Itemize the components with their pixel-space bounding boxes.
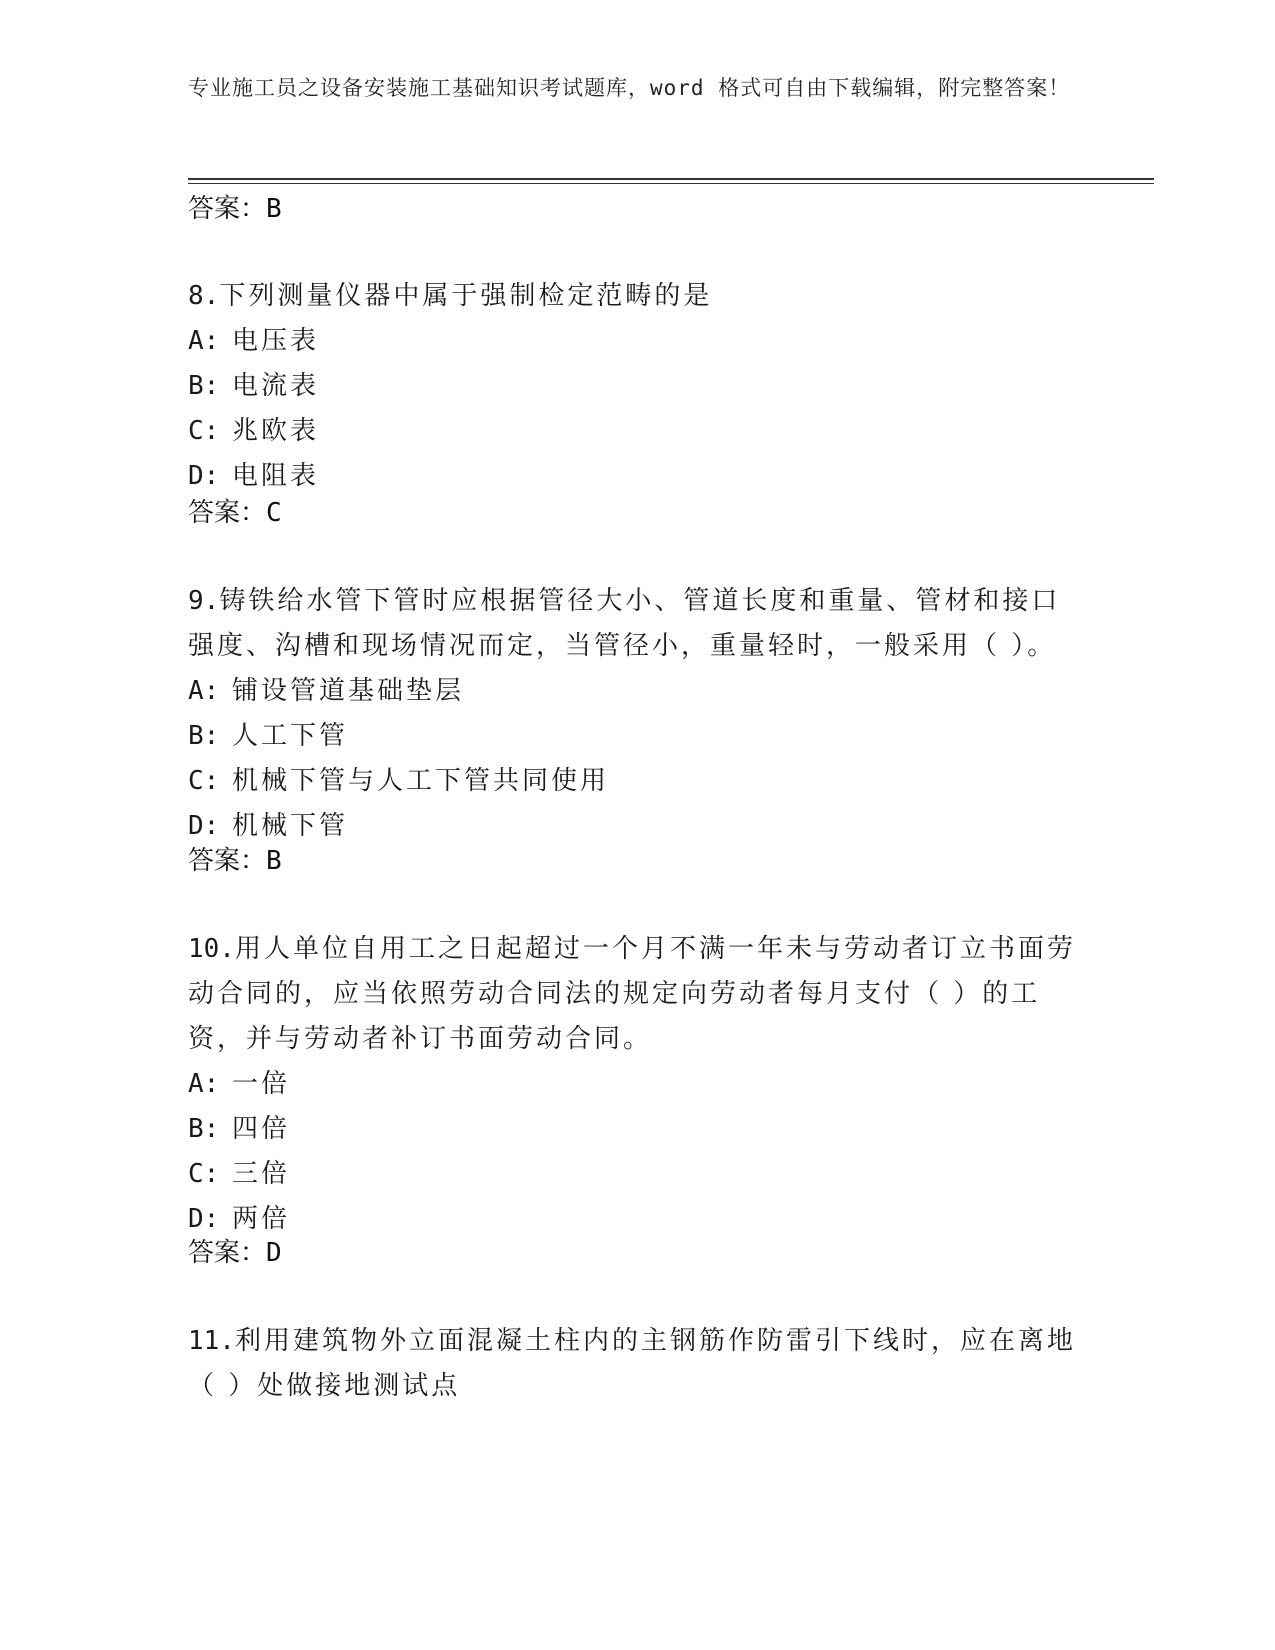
question-stem: 利用建筑物外立面混凝土柱内的主钢筋作防雷引下线时，应在离地（ ）处做接地测试点 xyxy=(188,1326,1076,1401)
option-text: 兆欧表 xyxy=(232,416,320,446)
answer-value: C xyxy=(266,498,282,528)
option-key: A: xyxy=(188,326,220,356)
question-stem: 下列测量仪器中属于强制检定范畴的是 xyxy=(219,281,713,311)
document-header xyxy=(188,72,1088,105)
answer-line xyxy=(188,496,282,530)
question-text xyxy=(188,927,1088,1062)
option-b xyxy=(188,1107,1088,1152)
answer-label: 答案： xyxy=(188,498,267,528)
question-number: 10. xyxy=(188,934,235,964)
question-9 xyxy=(188,579,1088,849)
option-key: C: xyxy=(188,416,220,446)
option-text: 两倍 xyxy=(232,1204,291,1234)
option-text: 人工下管 xyxy=(232,721,349,751)
option-text: 机械下管与人工下管共同使用 xyxy=(232,766,610,796)
answer-value: B xyxy=(266,194,282,224)
option-a xyxy=(188,1062,1088,1107)
option-b xyxy=(188,714,1088,759)
header-divider-thin xyxy=(188,183,1154,184)
header-divider-thick xyxy=(188,178,1154,180)
option-c xyxy=(188,759,1088,804)
option-text: 铺设管道基础垫层 xyxy=(232,676,465,706)
option-text: 三倍 xyxy=(232,1159,291,1189)
answer-value: D xyxy=(266,1238,282,1268)
question-stem: 用人单位自用工之日起超过一个月不满一年未与劳动者订立书面劳动合同的，应当依照劳动合同法的规定向劳动者每月支付（ ）的工资，并与劳动者补订书面劳动合同。 xyxy=(188,934,1076,1054)
option-text: 一倍 xyxy=(232,1069,291,1099)
question-8 xyxy=(188,274,1088,499)
option-a xyxy=(188,669,1088,714)
answer-line xyxy=(188,1236,282,1270)
option-d xyxy=(188,804,1088,849)
option-key: B: xyxy=(188,1114,220,1144)
option-key: D: xyxy=(188,461,220,491)
option-key: D: xyxy=(188,811,220,841)
header-text: 专业施工员之设备安装施工基础知识考试题库，word 格式可自由下载编辑，附完整答案！ xyxy=(188,76,1071,100)
option-text: 机械下管 xyxy=(232,811,349,841)
answer-line xyxy=(188,844,282,878)
option-a xyxy=(188,319,1088,364)
answer-label: 答案： xyxy=(188,846,267,876)
answer-label: 答案： xyxy=(188,194,267,224)
question-number: 11. xyxy=(188,1326,235,1356)
answer-line xyxy=(188,192,282,226)
question-stem: 铸铁给水管下管时应根据管径大小、管道长度和重量、管材和接口强度、沟槽和现场情况而定，当管径小，重量轻时，一般采用（ ）。 xyxy=(188,586,1061,661)
question-number: 8. xyxy=(188,281,220,311)
option-text: 四倍 xyxy=(232,1114,291,1144)
option-key: B: xyxy=(188,371,220,401)
option-key: C: xyxy=(188,766,220,796)
option-key: A: xyxy=(188,676,220,706)
option-text: 电压表 xyxy=(232,326,320,356)
answer-label: 答案： xyxy=(188,1238,267,1268)
option-text: 电阻表 xyxy=(232,461,320,491)
question-10 xyxy=(188,927,1088,1242)
option-key: B: xyxy=(188,721,220,751)
answer-value: B xyxy=(266,846,282,876)
question-11 xyxy=(188,1319,1088,1409)
question-text xyxy=(188,1319,1088,1409)
option-key: C: xyxy=(188,1159,220,1189)
option-d xyxy=(188,1197,1088,1242)
option-key: D: xyxy=(188,1204,220,1234)
option-d xyxy=(188,454,1088,499)
option-c xyxy=(188,1152,1088,1197)
question-number: 9. xyxy=(188,586,220,616)
option-c xyxy=(188,409,1088,454)
question-text xyxy=(188,579,1088,669)
option-key: A: xyxy=(188,1069,220,1099)
option-text: 电流表 xyxy=(232,371,320,401)
option-b xyxy=(188,364,1088,409)
question-text xyxy=(188,274,1088,319)
